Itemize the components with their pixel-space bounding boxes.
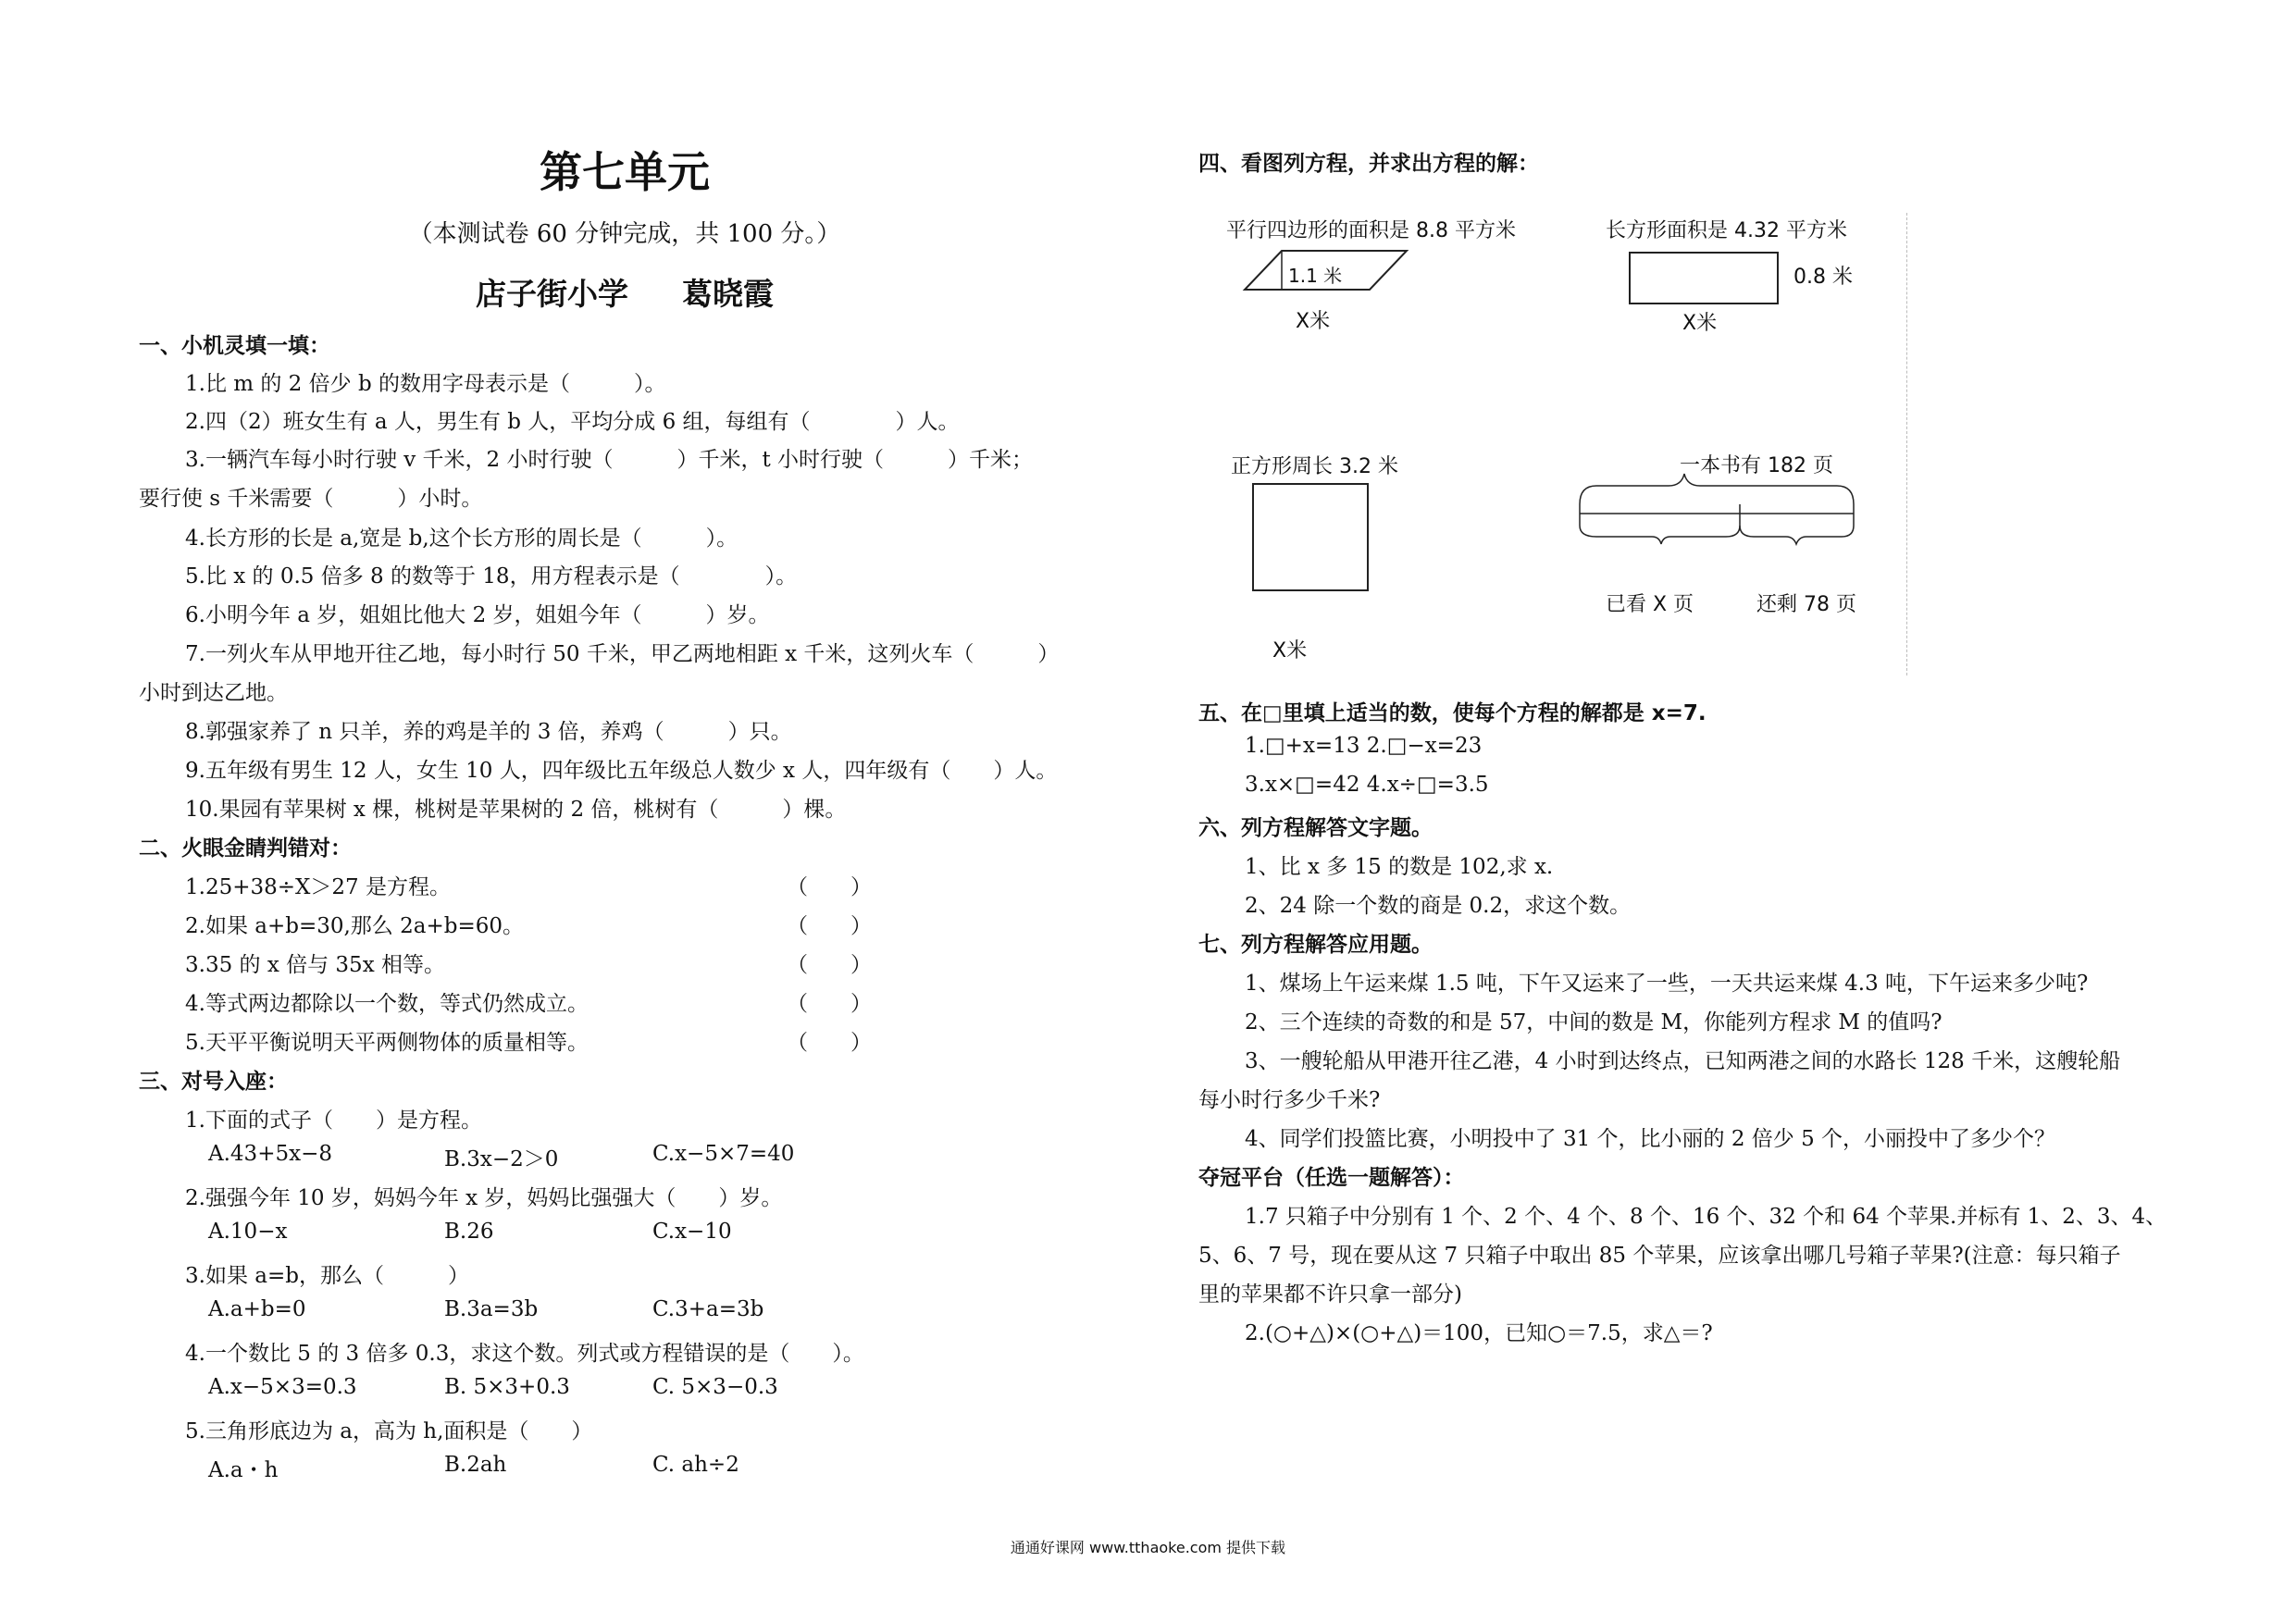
square-figure (1252, 483, 1371, 594)
s2-item-mark: （ ） (787, 875, 872, 899)
section-1-heading: 一、小机灵填一填： (139, 334, 330, 358)
s7-line: 4、同学们投篮比赛，小明投中了 31 个，比小丽的 2 倍少 5 个，小丽投中了多少个？ (1245, 1127, 2056, 1151)
s3-option-a: A.x−5×3=0.3 (208, 1375, 357, 1399)
s3-option-b: B. 5×3+0.3 (444, 1375, 570, 1399)
s3-option-a: A.10−x (208, 1220, 288, 1244)
section-5-heading: 五、在□里填上适当的数，使每个方程的解都是 x=7. (1198, 701, 1706, 725)
s1-line: 小时到达乙地。 (139, 681, 288, 705)
book-left-brace (1740, 526, 1854, 544)
s2-item-mark: （ ） (787, 953, 872, 977)
s5-line: 1.□+x=13 2.□−x=23 (1245, 734, 1483, 758)
parallelogram-base-label: X米 (1296, 310, 1331, 333)
book-diagram (1578, 463, 1865, 555)
s8-line: 里的苹果都不许只拿一部分) (1198, 1282, 1462, 1307)
school-name: 店子街小学 (476, 276, 628, 312)
book-caption: 一本书有 182 页 (1680, 454, 1833, 477)
s3-option-a: A.a・h (208, 1458, 279, 1482)
square-caption: 正方形周长 3.2 米 (1231, 455, 1398, 478)
s1-line: 1.比 m 的 2 倍少 b 的数用字母表示是（ ）。 (185, 372, 666, 396)
s1-line: 8.郭强家养了 n 只羊，养的鸡是羊的 3 倍，养鸡（ ）只。 (185, 720, 792, 744)
school-line (139, 270, 1111, 314)
s1-line: 5.比 x 的 0.5 倍多 8 的数等于 18，用方程表示是（ ）。 (185, 564, 798, 588)
s3-option-a: A.a+b=0 (208, 1297, 306, 1321)
s6-line: 2、24 除一个数的商是 0.2，求这个数。 (1245, 894, 1632, 918)
parallelogram-caption: 平行四边形的面积是 8.8 平方米 (1226, 219, 1516, 242)
s3-option-c: C.x−5×7=40 (652, 1142, 795, 1166)
s8-line: 1.7 只箱子中分别有 1 个、2 个、4 个、8 个、16 个、32 个和 64 个苹果.并标有 1、2、3、4、 (1245, 1205, 2167, 1229)
s3-option-c: C.3+a=3b (652, 1297, 764, 1321)
book-read-label: 已看 X 页 (1606, 593, 1694, 616)
s7-line: 1、煤场上午运来煤 1.5 吨，下午又运来了一些，一天共运来煤 4.3 吨，下午运来多少吨? (1245, 972, 2089, 996)
s7-line: 2、三个连续的奇数的和是 57，中间的数是 M，你能列方程求 M 的值吗? (1245, 1010, 1942, 1035)
book-top-brace (1580, 474, 1854, 504)
section-6-heading: 六、列方程解答文字题。 (1198, 816, 1433, 840)
s2-item-text: 4.等式两边都除以一个数，等式仍然成立。 (185, 992, 589, 1016)
s3-option-b: B.3x−2＞0 (444, 1147, 559, 1171)
s7-line: 3、一艘轮船从甲港开往乙港，4 小时到达终点，已知两港之间的水路长 128 千米，这艘轮船 (1245, 1049, 2121, 1073)
s3-option-b: B.26 (444, 1220, 494, 1244)
s3-option-b: B.3a=3b (444, 1297, 539, 1321)
s1-line: 6.小明今年 a 岁，姐姐比他大 2 岁，姐姐今年（ ）岁。 (185, 603, 770, 627)
s1-line: 10.果园有苹果树 x 棵，桃树是苹果树的 2 倍，桃树有（ ）棵。 (185, 798, 847, 822)
s1-line: 3.一辆汽车每小时行驶 v 千米，2 小时行驶（ ）千米，t 小时行驶（ ）千米； (185, 448, 1034, 472)
page-subtitle: （本测试卷 60 分钟完成，共 100 分。） (408, 220, 841, 248)
s2-item-text: 1.25+38÷X＞27 是方程。 (185, 875, 451, 899)
s2-item-text: 2.如果 a+b=30,那么 2a+b=60。 (185, 914, 525, 938)
s3-option-c: C. 5×3−0.3 (652, 1375, 778, 1399)
rectangle-caption: 长方形面积是 4.32 平方米 (1606, 219, 1847, 242)
rectangle-figure (1629, 252, 1781, 307)
section-8-heading: 夺冠平台（任选一题解答）： (1198, 1166, 1465, 1190)
s7-line: 每小时行多少千米? (1198, 1088, 1381, 1112)
s1-line: 7.一列火车从甲地开往乙地，每小时行 50 千米，甲乙两地相距 x 千米，这列火车（ ） (185, 642, 1060, 666)
s8-line: 5、6、7 号，现在要从这 7 只箱子中取出 85 个苹果，应该拿出哪几号箱子苹果?(注意：每只箱子 (1198, 1244, 2121, 1268)
s3-option-a: A.43+5x−8 (208, 1142, 332, 1166)
page-title: 第七单元 (540, 147, 710, 197)
s3-question: 5.三角形底边为 a，高为 h,面积是（ ） (185, 1419, 593, 1443)
s3-option-b: B.2ah (444, 1453, 507, 1477)
column-divider (1906, 213, 1907, 675)
s2-item-mark: （ ） (787, 1031, 872, 1055)
s3-option-c: C.x−10 (652, 1220, 732, 1244)
s6-line: 1、比 x 多 15 的数是 102,求 x. (1245, 855, 1554, 879)
rectangle-shape (1630, 253, 1778, 304)
s3-option-c: C. ah÷2 (652, 1453, 739, 1477)
section-2-heading: 二、火眼金睛判错对： (139, 836, 352, 861)
s2-item-text: 5.天平平衡说明天平两侧物体的质量相等。 (185, 1031, 589, 1055)
section-7-heading: 七、列方程解答应用题。 (1198, 933, 1433, 957)
section-4-heading: 四、看图列方程，并求出方程的解： (1198, 152, 1539, 176)
book-read-brace (1580, 526, 1740, 544)
s1-line: 9.五年级有男生 12 人，女生 10 人，四年级比五年级总人数少 x 人，四年级有（ ）人。 (185, 759, 1058, 783)
s2-item-mark: （ ） (787, 914, 872, 938)
s5-line: 3.x×□=42 4.x÷□=3.5 (1245, 773, 1489, 797)
s2-item-mark: （ ） (787, 992, 872, 1016)
s3-question: 1.下面的式子（ ）是方程。 (185, 1109, 482, 1133)
s3-question: 3.如果 a=b，那么（ ） (185, 1264, 469, 1288)
s1-line: 要行使 s 千米需要（ ）小时。 (139, 487, 483, 511)
s3-question: 2.强强今年 10 岁，妈妈今年 x 岁，妈妈比强强大（ ）岁。 (185, 1186, 783, 1210)
s2-item-text: 3.35 的 x 倍与 35x 相等。 (185, 953, 445, 977)
section-3-heading: 三、对号入座： (139, 1070, 288, 1094)
s1-line: 2.四（2）班女生有 a 人，男生有 b 人，平均分成 6 组，每组有（ ）人。 (185, 410, 960, 434)
rectangle-width-label: 0.8 米 (1793, 266, 1853, 289)
s8-line: 2.(○+△)×(○+△)＝100，已知○＝7.5，求△＝? (1245, 1321, 1713, 1345)
rectangle-length-label: X米 (1682, 312, 1718, 335)
parallelogram-height-label: 1.1 米 (1288, 265, 1343, 287)
s1-line: 4.长方形的长是 a,宽是 b,这个长方形的周长是（ ）。 (185, 527, 738, 551)
square-side-label: X米 (1272, 639, 1308, 663)
page-footer: 通通好课网 www.tthaoke.com 提供下载 (1010, 1539, 1286, 1556)
s3-question: 4.一个数比 5 的 3 倍多 0.3，求这个数。列式或方程错误的是（ ）。 (185, 1342, 864, 1366)
book-left-label: 还剩 78 页 (1756, 593, 1856, 616)
teacher-name: 葛晓霞 (682, 276, 774, 312)
square-shape (1253, 484, 1368, 590)
